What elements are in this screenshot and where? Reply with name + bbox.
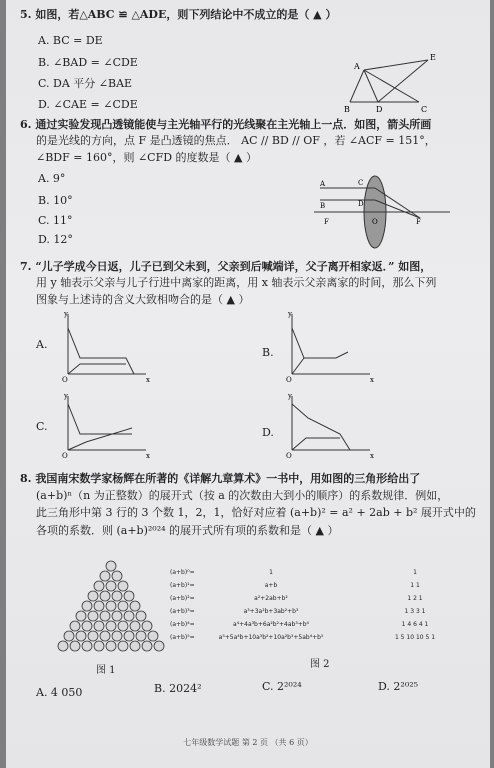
fig2-right-5: 1 5 10 10 5 1 (394, 634, 436, 641)
q7-graph-c (62, 390, 152, 470)
q7-graph-c-origin: O (62, 452, 68, 460)
q7-graph-b-x: x (370, 376, 374, 384)
q8-option-d: D. 2²⁰²⁵ (378, 680, 419, 693)
q7-graph-d (286, 390, 376, 470)
fig2-left-1: (a+b)¹= (170, 582, 195, 589)
q8-figure2 (170, 566, 480, 648)
fig2-mid-2: a²+2ab+b² (254, 595, 288, 602)
fig2-left-0: (a+b)⁰= (170, 569, 195, 576)
q8-option-a: A. 4 050 (36, 686, 83, 699)
q6-line2: 的是光线的方向，点 F 是凸透镜的焦点． AC // BD // OF ，若 ∠ACF = 151°， (36, 134, 436, 147)
q5-point-c: C (421, 105, 428, 114)
q6-point-o: O (372, 218, 378, 226)
q8-figure1-triangle (56, 558, 166, 658)
q5-point-b: B (344, 105, 350, 114)
q8-figure2-left (170, 566, 195, 644)
q6-line1: 6. 通过实验发现凸透镜能使与主光轴平行的光线聚在主光轴上一点．如图，箭头所画 (20, 118, 432, 131)
q7-graph-b-label: B. (262, 346, 274, 359)
q5-option-b: B. ∠BAD = ∠CDE (38, 56, 138, 69)
q7-graph-a-label: A. (36, 338, 48, 351)
q5-stem: 5. 如图，若△ABC ≌ △ADE，则下列结论中不成立的是（ ▲ ） (20, 8, 337, 21)
fig2-right-1: 1 1 (410, 582, 420, 589)
page-footer: 七年级数学试题 第 2 页 （共 6 页） (183, 738, 313, 747)
q5-option-c: C. DA 平分 ∠BAE (38, 77, 133, 90)
q8-figure2-right (360, 566, 470, 644)
q6-option-a: A. 9° (38, 172, 66, 185)
q7-graph-a-x: x (146, 376, 150, 384)
fig2-mid-0: 1 (269, 569, 273, 576)
q7-graph-b (286, 308, 376, 388)
q7-graph-d-x: x (370, 452, 374, 460)
q6-point-f-right: F (416, 218, 421, 226)
q8-option-b: B. 2024² (154, 682, 202, 695)
q6-point-b: B (320, 202, 326, 210)
q7-graph-a-origin: O (62, 376, 68, 384)
q6-point-c: C (358, 179, 364, 187)
q5-option-a: A. BC = DE (38, 34, 103, 47)
fig2-right-2: 1 2 1 (407, 595, 423, 602)
q6-line3: ∠BDF = 160°，则 ∠CFD 的度数是（ ▲ ） (36, 151, 257, 164)
fig2-divider (346, 566, 347, 644)
fig2-mid-4: a⁴+4a³b+6a²b²+4ab³+b⁴ (233, 621, 309, 628)
q7-line1: 7. “儿子学成今日返，儿子已到父未到，父亲到后喊端详，父子离开相家返．” 如图， (20, 260, 432, 273)
q8-figure2-caption: 图 2 (310, 659, 330, 670)
q5-figure (336, 50, 456, 120)
q6-option-d: D. 12° (38, 233, 73, 246)
q7-graph-c-label: C. (36, 420, 48, 433)
q7-line3: 图象与上述诗的含义大致相吻合的是（ ▲ ） (36, 293, 250, 306)
q5-option-d: D. ∠CAE = ∠CDE (38, 98, 138, 111)
q6-option-b: B. 10° (38, 194, 73, 207)
q7-graph-d-label: D. (262, 426, 274, 439)
fig2-left-4: (a+b)⁴= (170, 621, 195, 628)
q8-figure2-mid (206, 566, 336, 644)
fig2-mid-5: a⁵+5a⁴b+10a³b²+10a²b³+5ab⁴+b⁵ (218, 634, 324, 641)
fig2-left-5: (a+b)⁵= (170, 634, 195, 641)
q7-graph-a (62, 308, 152, 388)
q6-point-f-left: F (324, 218, 329, 226)
fig2-mid-3: a³+3a²b+3ab²+b³ (243, 608, 299, 615)
fig2-right-0: 1 (413, 569, 417, 576)
q8-line1: 8. 我国南宋数学家杨辉在所著的《详解九章算术》一书中，用如图的三角形给出了 (20, 472, 421, 485)
q7-line2: 用 y 轴表示父亲与儿子行进中离家的距离，用 x 轴表示父亲离家的时间，那么下列 (36, 276, 437, 289)
q7-graph-b-origin: O (286, 376, 292, 384)
q8-line3: 此三角形中第 3 行的 3 个数 1，2，1，恰好对应着 (a+b)² = a² + 2ab + b² 展开式中的 (36, 506, 476, 519)
q7-graph-d-origin: O (286, 452, 292, 460)
q6-option-c: C. 11° (38, 214, 73, 227)
q6-point-a: A (320, 180, 326, 188)
q5-point-e: E (430, 53, 436, 62)
q5-point-d: D (376, 105, 383, 114)
q7-graph-d-y: y (288, 392, 292, 400)
q7-graph-b-y: y (288, 310, 292, 318)
q5-point-a: A (354, 62, 360, 71)
q6-point-d: D (358, 200, 364, 208)
exam-page (6, 0, 490, 768)
fig2-right-4: 1 4 6 4 1 (401, 621, 429, 628)
q7-graph-a-y: y (64, 310, 68, 318)
q6-lens-figure (312, 172, 452, 252)
q8-line2: (a+b)ⁿ（n 为正整数）的展开式（按 a 的次数由大到小的顺序）的系数规律．例如， (36, 489, 449, 502)
q7-graph-c-y: y (64, 392, 68, 400)
fig2-left-2: (a+b)²= (170, 595, 195, 602)
q8-line4: 各项的系数．则 (a+b)²⁰²⁴ 的展开式所有项的系数和是（ ▲ ） (36, 524, 339, 537)
fig2-right-3: 1 3 3 1 (404, 608, 426, 615)
fig2-mid-1: a+b (264, 582, 278, 589)
q8-figure1-caption: 图 1 (96, 665, 116, 676)
q7-graph-c-x: x (146, 452, 150, 460)
fig2-left-3: (a+b)³= (170, 608, 195, 615)
q8-option-c: C. 2²⁰²⁴ (262, 680, 302, 693)
